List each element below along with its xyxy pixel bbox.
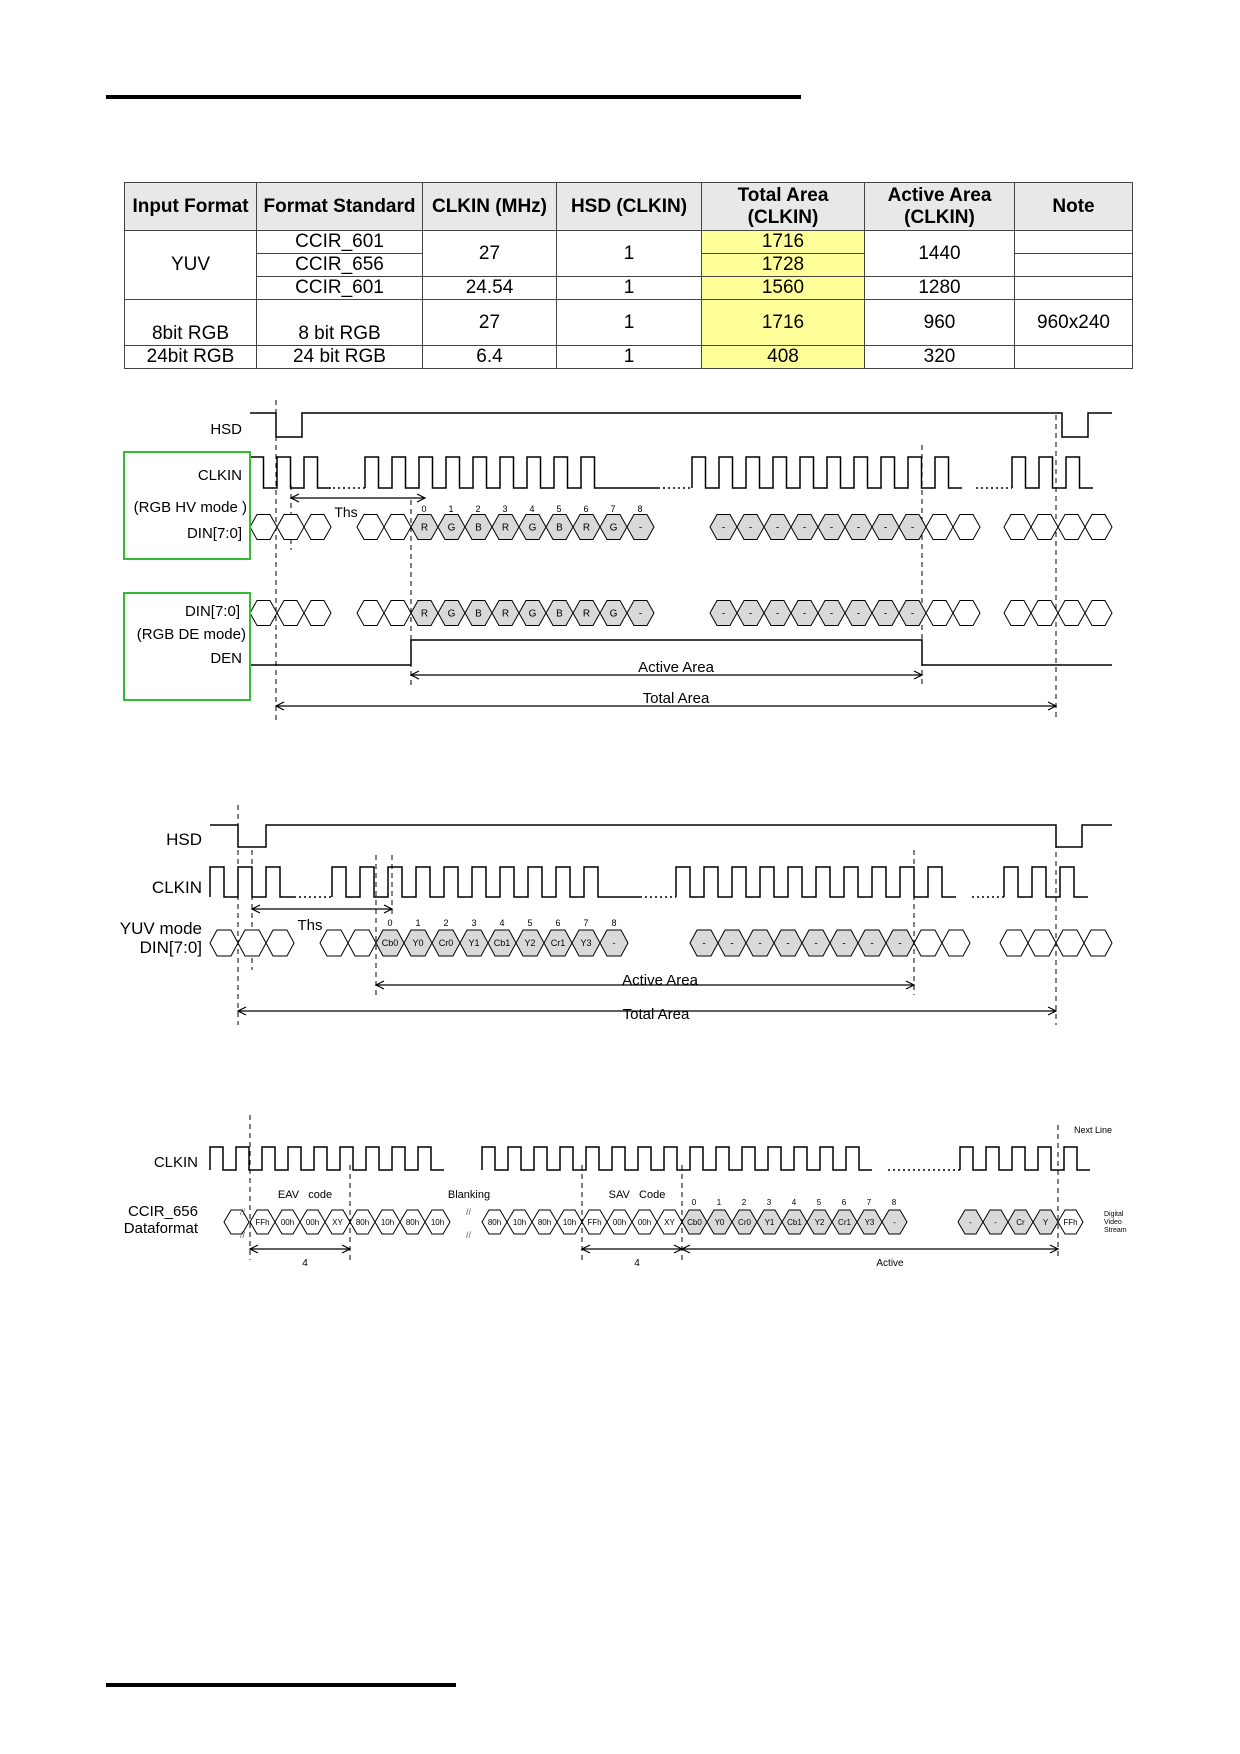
bus-cell-label: Y (1042, 1217, 1049, 1227)
bus-cell (304, 515, 331, 540)
index-label: 0 (691, 1198, 697, 1207)
cell-yuv: YUV (125, 231, 257, 300)
cell-total: 1560 (702, 277, 865, 300)
cell-clkin: 27 (423, 300, 557, 346)
bus-cell (1000, 930, 1028, 956)
bus-cell (942, 930, 970, 956)
bus-cell-label: Cr0 (438, 938, 454, 949)
cell-hsd: 1 (557, 277, 702, 300)
bus-cell-label: Y3 (864, 1217, 875, 1227)
bus-cell-label: - (856, 608, 861, 620)
cell-hsd: 1 (557, 231, 702, 277)
bus-cell (320, 930, 348, 956)
bus-cell-label: 80h (537, 1217, 552, 1227)
index-label: 7 (610, 504, 616, 514)
bus-cell-label: 00h (305, 1217, 320, 1227)
bus-cell-label: Y2 (814, 1217, 825, 1227)
bus-cell-label: Cb0 (381, 938, 399, 949)
total-area-label: Total Area (622, 1006, 690, 1023)
bus-cell-label: 10h (562, 1217, 577, 1227)
index-label: 8 (637, 504, 643, 514)
table-header-row (125, 183, 1133, 231)
index-label: 5 (527, 918, 533, 928)
break-mark: // (240, 1207, 246, 1217)
cell-standard: CCIR_601 (257, 277, 423, 300)
bus-cell (250, 515, 277, 540)
d2-waveforms (210, 805, 1112, 1025)
clkin-waveform (960, 1147, 1090, 1170)
rgb-timing-diagram (0, 395, 1240, 735)
bus-cell-label: Cr0 (738, 1217, 751, 1227)
bus-cell (953, 601, 980, 626)
cell-standard: 24 bit RGB (257, 346, 423, 369)
bus-cell-label: B (475, 522, 482, 534)
bus-cell-label: 10h (430, 1217, 445, 1227)
de-mode-label: (RGB DE mode) (136, 626, 246, 643)
bus-cell (1058, 515, 1085, 540)
bus-cell-label: G (528, 522, 537, 534)
bus-cell (250, 601, 277, 626)
d3-bus-cells (224, 1198, 1083, 1240)
index-label: 7 (866, 1198, 872, 1207)
index-label: 1 (415, 918, 421, 928)
cell-total: 1716 (702, 300, 865, 346)
next-line-label: Next Line (1074, 1125, 1113, 1135)
hsd-label: HSD (166, 830, 202, 849)
bus-cell-label: Y1 (764, 1217, 775, 1227)
bus-cell-label: 10h (380, 1217, 395, 1227)
index-label: 3 (766, 1198, 772, 1207)
bus-cell-label: - (758, 938, 762, 950)
bus-cell-label: 00h (280, 1217, 295, 1227)
bus-cell-label: G (609, 522, 618, 534)
format-table (124, 182, 1133, 369)
index-label: 0 (387, 918, 393, 928)
ccir656-timing-diagram (0, 1115, 1240, 1290)
bus-cell (210, 930, 238, 956)
cell-note (1015, 346, 1133, 369)
bus-cell-label: G (609, 608, 618, 620)
yuv-timing-diagram (0, 805, 1240, 1035)
eav-count-label: 4 (302, 1258, 308, 1269)
bus-cell-label: - (638, 608, 643, 620)
index-label: 4 (499, 918, 505, 928)
index-label: 3 (502, 504, 508, 514)
hsd-label: HSD (210, 421, 242, 438)
bus-cell-label: - (748, 608, 753, 620)
d3-waveforms (210, 1115, 1090, 1260)
bus-cell-label: - (702, 938, 706, 950)
active-area-label: Active Area (622, 972, 698, 989)
bus-cell (1085, 601, 1112, 626)
bus-cell (1031, 601, 1058, 626)
clkin-waveform (1012, 457, 1093, 488)
cell-total: 1716 (702, 231, 865, 254)
blanking-label: Blanking (447, 1189, 491, 1201)
bus-cell (1004, 601, 1031, 626)
table-row (125, 277, 1133, 300)
bus-cell-label: Cb1 (493, 938, 511, 949)
bus-cell (914, 930, 942, 956)
din-label: DIN[7:0] (139, 938, 202, 957)
bus-cell-label: R (501, 522, 510, 534)
index-label: 4 (529, 504, 535, 514)
bus-cell-label: - (829, 608, 834, 620)
bus-cell-label: Cb0 (687, 1217, 702, 1227)
d2-bus-cells (210, 918, 1112, 956)
bus-cell (1028, 930, 1056, 956)
bus-cell-label: R (420, 522, 429, 534)
cell-active: 1280 (865, 277, 1015, 300)
ths-label: Ths (297, 917, 323, 934)
bus-cell-label: Cr (1016, 1217, 1025, 1227)
bus-cell-label: 80h (487, 1217, 502, 1227)
bus-cell-label: - (856, 522, 861, 534)
index-label: 1 (716, 1198, 722, 1207)
din-hv-label: DIN[7:0] (186, 525, 242, 542)
index-label: 6 (555, 918, 561, 928)
bus-cell-label: - (870, 938, 874, 950)
index-label: 7 (583, 918, 589, 928)
bus-cell (238, 930, 266, 956)
bus-cell (266, 930, 294, 956)
bus-cell-label: 80h (405, 1217, 420, 1227)
sav-count-label: 4 (634, 1258, 640, 1269)
bus-cell-label: Y1 (468, 938, 480, 949)
bus-cell-label: R (420, 608, 429, 620)
index-label: 4 (791, 1198, 797, 1207)
bus-cell-label: - (898, 938, 902, 950)
bus-cell-label: FFh (255, 1217, 270, 1227)
break-mark: // (466, 1207, 472, 1217)
bus-cell-label: R (501, 608, 510, 620)
bus-cell (357, 601, 384, 626)
clkin-waveform (210, 1147, 444, 1170)
bus-cell-label: - (883, 608, 888, 620)
hv-mode-label: (RGB HV mode ) (133, 499, 247, 516)
index-label: 1 (448, 504, 454, 514)
bus-cell (348, 930, 376, 956)
index-label: 0 (421, 504, 427, 514)
index-label: 6 (841, 1198, 847, 1207)
cell-hsd: 1 (557, 300, 702, 346)
bus-cell (926, 601, 953, 626)
header-note: Note (1015, 183, 1133, 231)
bus-cell-label: - (910, 522, 915, 534)
bus-cell-label: 00h (612, 1217, 627, 1227)
bus-cell-label: - (969, 1217, 972, 1227)
din-de-label: DIN[7:0] (184, 603, 240, 620)
clkin-waveform (250, 457, 331, 488)
stream-label-1: Digital (1104, 1211, 1124, 1218)
index-label: 5 (556, 504, 562, 514)
bus-cell (1084, 930, 1112, 956)
bus-cell-label: G (447, 522, 456, 534)
header-hsd: HSD (CLKIN) (557, 183, 702, 231)
bus-cell-label: Cr1 (550, 938, 566, 949)
clkin-waveform (1004, 867, 1088, 897)
total-area-label: Total Area (642, 690, 710, 707)
index-label: 3 (471, 918, 477, 928)
bus-cell-label: - (730, 938, 734, 950)
bus-cell-label: - (893, 1217, 896, 1227)
bus-cell-label: G (528, 608, 537, 620)
bus-cell-label: G (447, 608, 456, 620)
cell-standard: CCIR_656 (257, 254, 423, 277)
bus-cell (953, 515, 980, 540)
clkin-waveform (365, 457, 658, 488)
index-label: 5 (816, 1198, 822, 1207)
den-label: DEN (210, 650, 242, 667)
bus-cell-label: 10h (512, 1217, 527, 1227)
cell-standard: CCIR_601 (257, 231, 423, 254)
header-total-area: Total Area (CLKIN) (702, 183, 865, 231)
bus-cell-label: Y3 (580, 938, 592, 949)
active-area-label: Active Area (638, 659, 714, 676)
bus-cell-label: B (556, 608, 563, 620)
bus-cell-label: - (775, 608, 780, 620)
bus-cell-label: - (748, 522, 753, 534)
break-mark: // (240, 1230, 246, 1240)
clkin-waveform (332, 867, 640, 897)
cell-hsd: 1 (557, 346, 702, 369)
bus-cell-label: - (883, 522, 888, 534)
cell-total: 1728 (702, 254, 865, 277)
index-label: 2 (443, 918, 449, 928)
bus-cell (1085, 515, 1112, 540)
bus-cell-label: - (802, 608, 807, 620)
bus-cell-label: FFh (587, 1217, 602, 1227)
yuv-mode-label: YUV mode (119, 919, 202, 938)
bus-cell (277, 515, 304, 540)
cell-standard: 8 bit RGB (257, 300, 423, 346)
bus-cell-label: Cr1 (838, 1217, 851, 1227)
index-label: 2 (741, 1198, 747, 1207)
header-rule (106, 95, 801, 99)
index-label: 8 (891, 1198, 897, 1207)
bus-cell-label: Y0 (412, 938, 424, 949)
bus-cell-label: - (842, 938, 846, 950)
ccir656-label: CCIR_656 (127, 1203, 198, 1220)
bus-cell (277, 601, 304, 626)
cell-clkin: 27 (423, 231, 557, 277)
hsd-waveform (250, 413, 1112, 437)
index-label: 8 (611, 918, 617, 928)
header-input-format: Input Format (125, 183, 257, 231)
bus-cell (1004, 515, 1031, 540)
cell-note: 960x240 (1015, 300, 1133, 346)
bus-cell-label: - (612, 938, 616, 949)
cell-active: 320 (865, 346, 1015, 369)
bus-cell-label: B (556, 522, 563, 534)
header-clkin: CLKIN (MHz) (423, 183, 557, 231)
active-label: Active (876, 1258, 904, 1269)
cell-clkin: 24.54 (423, 277, 557, 300)
bus-cell (224, 1210, 249, 1234)
cell-note (1015, 231, 1133, 254)
bus-cell-label: - (638, 522, 643, 534)
bus-cell-label: FFh (1063, 1217, 1078, 1227)
bus-cell-label: 00h (637, 1217, 652, 1227)
bus-cell-label: XY (332, 1217, 343, 1227)
bus-cell-label: XY (664, 1217, 675, 1227)
cell-input: 8bit RGB (125, 300, 257, 346)
d1-bus-cells (250, 504, 1112, 626)
cell-note (1015, 254, 1133, 277)
cell-active: 1440 (865, 231, 1015, 277)
bus-cell-label: Y0 (714, 1217, 725, 1227)
table-row (125, 300, 1133, 346)
clkin-waveform (482, 1147, 872, 1170)
stream-label-3: Stream (1104, 1227, 1127, 1234)
bus-cell-label: - (910, 608, 915, 620)
bus-cell-label: 80h (355, 1217, 370, 1227)
bus-cell-label: - (721, 522, 726, 534)
bus-cell (384, 515, 411, 540)
clkin-label: CLKIN (151, 878, 202, 897)
bus-cell (304, 601, 331, 626)
bus-cell-label: R (582, 522, 591, 534)
index-label: 6 (583, 504, 589, 514)
header-format-standard: Format Standard (257, 183, 423, 231)
table-row (125, 231, 1133, 254)
bus-cell (926, 515, 953, 540)
header-active-area: Active Area (CLKIN) (865, 183, 1015, 231)
bus-cell (384, 601, 411, 626)
bus-cell-label: B (475, 608, 482, 620)
cell-note (1015, 277, 1133, 300)
bus-cell-label: - (802, 522, 807, 534)
cell-total: 408 (702, 346, 865, 369)
bus-cell-label: - (775, 522, 780, 534)
bus-cell (1056, 930, 1084, 956)
index-label: 2 (475, 504, 481, 514)
bus-cell-label: - (829, 522, 834, 534)
bus-cell-label: Y2 (524, 938, 536, 949)
dataformat-label: Dataformat (123, 1220, 198, 1237)
sav-code-label: SAV Code (608, 1189, 666, 1201)
cell-input: 24bit RGB (125, 346, 257, 369)
bus-cell-label: Cb1 (787, 1217, 802, 1227)
break-mark: // (466, 1230, 472, 1240)
hsd-waveform (210, 825, 1112, 847)
eav-code-label: EAV code (277, 1189, 333, 1201)
table-row (125, 346, 1133, 369)
bus-cell (1058, 601, 1085, 626)
bus-cell (357, 515, 384, 540)
stream-label-2: Video (1104, 1219, 1122, 1226)
bus-cell-label: - (786, 938, 790, 950)
ths-label: Ths (334, 504, 358, 520)
cell-clkin: 6.4 (423, 346, 557, 369)
bus-cell-label: - (814, 938, 818, 950)
bus-cell-label: - (721, 608, 726, 620)
bus-cell-label: - (994, 1217, 997, 1227)
cell-active: 960 (865, 300, 1015, 346)
footer-rule (106, 1683, 456, 1687)
bus-cell (1031, 515, 1058, 540)
clkin-label: CLKIN (197, 467, 242, 484)
bus-cell-label: R (582, 608, 591, 620)
clkin-label: CLKIN (153, 1154, 198, 1171)
